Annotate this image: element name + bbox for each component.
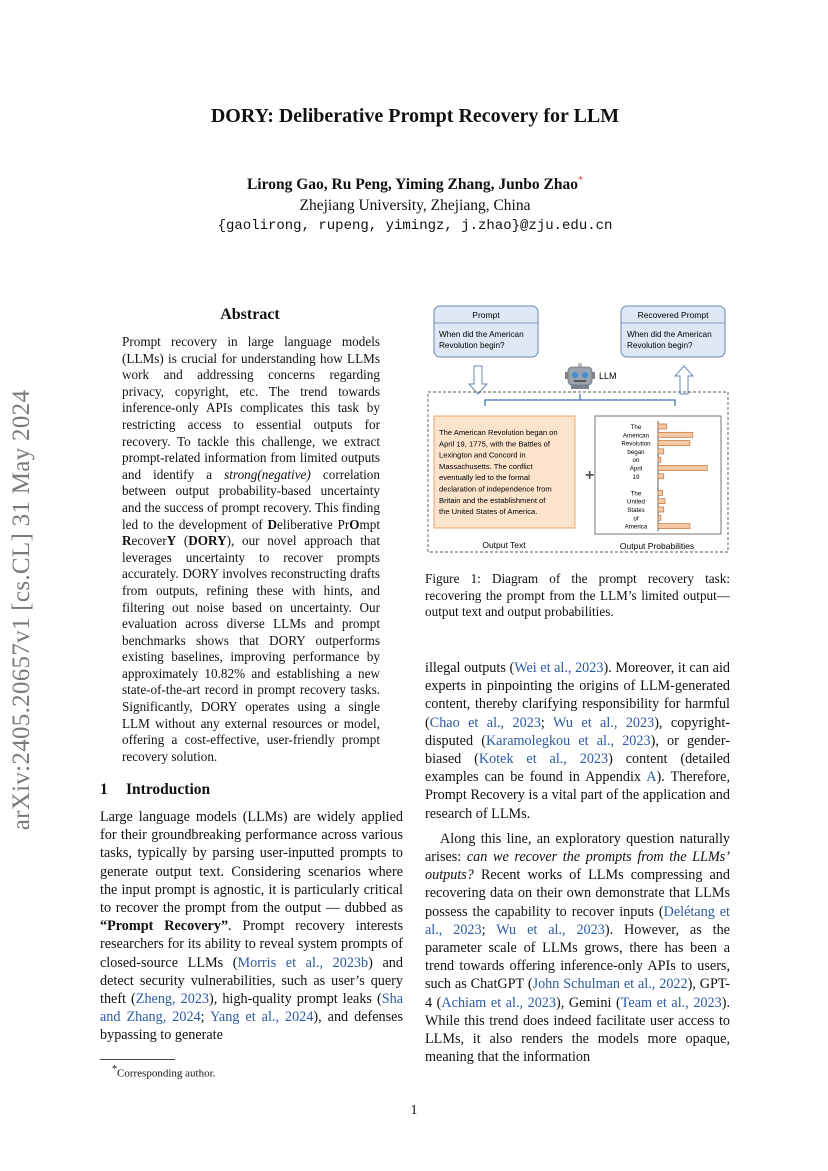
probability-token: American <box>622 432 650 440</box>
probability-token: The <box>630 424 642 431</box>
affiliation: Zhejiang University, Zhejiang, China <box>299 197 531 215</box>
output-text-line: Britain and the establishment of <box>439 495 546 505</box>
figure-caption: Figure 1: Diagram of the prompt recovery task: recovering the prompt from the LLM’s limited output—output text and output probabilities. <box>425 571 730 620</box>
plus-sign: + <box>585 467 595 484</box>
appendix-link[interactable]: A <box>646 769 657 786</box>
probability-token: Revolution <box>621 440 651 448</box>
probability-bar <box>658 507 664 512</box>
paper-title: DORY: Deliberative Prompt Recovery for LLM <box>210 105 620 127</box>
probability-bar <box>658 457 661 462</box>
author-block <box>100 170 730 237</box>
probability-token: The <box>630 490 642 498</box>
author-names: Lirong Gao, Ru Peng, Yiming Zhang, Junbo Zhao <box>246 176 579 194</box>
output-text-line: Lexington and Concord in <box>439 450 526 460</box>
citation-link[interactable]: Wei et al., 2023 <box>514 660 604 676</box>
probability-token: April <box>629 465 643 473</box>
citation-link[interactable]: John Schulman et al., 2022 <box>532 976 688 993</box>
citation-link[interactable]: Wu et al., 2023 <box>553 714 655 731</box>
output-text-line: Massachusetts. The conflict <box>439 461 533 471</box>
output-text-line: declaration of independence from <box>439 484 552 494</box>
author-mark: * <box>578 175 584 186</box>
recovered-text-2: Revolution begin? <box>627 341 693 350</box>
output-prob-label: Output Probabilities <box>619 541 695 551</box>
probability-bar <box>658 524 690 529</box>
down-arrow-icon <box>469 366 487 394</box>
prompt-label: Prompt <box>472 310 500 320</box>
emails: {gaolirong, rupeng, yimingz, j.zhao}@zju.edu.cn <box>217 218 613 235</box>
footnote-rule <box>100 1059 175 1060</box>
probability-token: of <box>633 515 639 523</box>
probability-bar <box>658 499 665 504</box>
probability-bar <box>658 441 690 446</box>
page-number: 1 <box>410 1103 418 1118</box>
citation-link[interactable]: Delétang et al., 2023 <box>425 903 730 938</box>
up-arrow-icon <box>675 366 693 394</box>
footnote: *Corresponding author. <box>112 1064 216 1080</box>
right-column-body: illegal outputs (Wei et al., 2023). Moreover, it can aid experts in pinpointing the origins of LLM-generated content, thereby clarifying responsibility for harmful (Chao et al., 2023; Wu et al., 2023), copyright-disputed (Karamolegkou et al., 2023), or gender-biased (Kotek et al., 2023) content (detailed examples can be found in Appendix A). Therefore, Prompt Recovery is a vital part of the application and research of LLMs. Along this line, an exploratory question naturally arises: can we recover the prompts from the LLMs’ outputs? Recent works of LLMs compressing and recovering data on their own demonstrate that LLMs possess the capability to recover inputs (Delétang et al., 2023; Wu et al., 2023). However, as the parameter scale of LLMs grows, there has been a trend towards offering inference-only APIs to users, such as ChatGPT (John Schulman et al., 2022), GPT-4 (Achiam et al., 2023), Gemini (Team et al., 2023). While this trend does indeed facilitate user access to LLMs, it also renders the models more opaque, meaning that the information <box>425 660 731 1066</box>
probability-token: United <box>627 498 645 506</box>
intro-body: Large language models (LLMs) are widely applied for their groundbreaking performance across various tasks, typically by parsing user-inputted prompts to generate output text. Considering scenarios where the input prompt is agnostic, it is particularly critical to recover the prompt from the output — dubbed as “Prompt Recovery”. Prompt recovery interests researchers for its ability to reveal system prompts of closed-source LLMs (Morris et al., 2023b) and detect security vulnerabilities, such as user’s query theft (Zheng, 2023), high-quality prompt leaks (Sha and Zhang, 2024; Yang et al., 2024), and defenses bypassing to generate <box>100 809 403 1044</box>
citation-link[interactable]: Karamolegkou et al., 2023 <box>485 732 651 749</box>
citation-link[interactable]: Sha and Zhang, 2024 <box>100 991 403 1026</box>
output-text-label: Output Text <box>482 540 526 550</box>
citation-link[interactable]: Team et al., 2023 <box>620 994 722 1011</box>
citation-link[interactable]: Morris et al., 2023b <box>237 954 369 971</box>
arxiv-sidebar: arXiv:2405.20657v1 [cs.CL] 31 May 2024 <box>8 389 35 831</box>
citation-link[interactable]: Kotek et al., 2023 <box>478 751 609 768</box>
output-text-line: The American Revolution began on <box>439 428 558 437</box>
probability-token: began <box>627 448 645 456</box>
citation-link[interactable]: Achiam et al., 2023 <box>441 994 556 1011</box>
probability-bar <box>658 515 661 520</box>
intro-heading: 1 Introduction <box>100 781 211 798</box>
output-text-line: April 19, 1775, with the Battles of <box>439 439 551 449</box>
output-text-line: the United States of America. <box>439 507 538 517</box>
probability-bar <box>658 490 663 495</box>
prompt-text-1: When did the American <box>439 330 524 339</box>
probability-bar <box>658 424 667 429</box>
output-text-line: eventually led to the formal <box>439 473 530 483</box>
citation-link[interactable]: Chao et al., 2023 <box>429 714 541 731</box>
llm-label: LLM <box>599 371 617 381</box>
recovered-label: Recovered Prompt <box>637 310 709 320</box>
probability-bar <box>658 449 664 454</box>
citation-link[interactable]: Yang et al., 2024 <box>210 1009 314 1026</box>
probability-token: 19 <box>632 473 640 481</box>
figure-1 <box>425 303 731 555</box>
probability-bar <box>658 474 664 479</box>
probability-bar <box>658 466 707 471</box>
abstract-body: Prompt recovery in large language models (LLMs) is crucial for understanding how LLMs work and addressing concerns regarding privacy, copyright, etc. The trend towards inference-only APIs complicates this task by restricting access to essential outputs for recovery. To tackle this challenge, we extract prompt-related information from limited outputs and identify a strong(negative) correlation between output probability-based uncertainty and the success of prompt recovery. This finding led to the development of Deliberative PrOmpt RecoverY (DORY), our novel approach that leverages uncertainty to recover prompts accurately. DORY involves reconstructing drafts from outputs, refining these with hints, and filtering out noise based on uncertainty. Our evaluation across diverse LLMs and prompt benchmarks shows that DORY outperforms existing baselines, improving performance by approximately 10.82% and establishing a new state-of-the-art record in prompt recovery tasks. Significantly, DORY operates using a single LLM without any external resources or model, offering a cost-effective, user-friendly prompt recovery solution. <box>122 334 380 764</box>
recovered-text-1: When did the American <box>627 330 712 339</box>
citation-link[interactable]: Zheng, 2023 <box>135 991 210 1008</box>
probability-token: States <box>627 507 645 514</box>
citation-link[interactable]: Wu et al., 2023 <box>496 921 605 938</box>
probability-token: America <box>624 523 648 531</box>
probability-bar <box>658 432 693 437</box>
probability-token: on <box>632 457 640 465</box>
prompt-text-2: Revolution begin? <box>439 341 505 350</box>
abstract-heading: Abstract <box>220 306 280 323</box>
robot-icon <box>565 363 595 389</box>
